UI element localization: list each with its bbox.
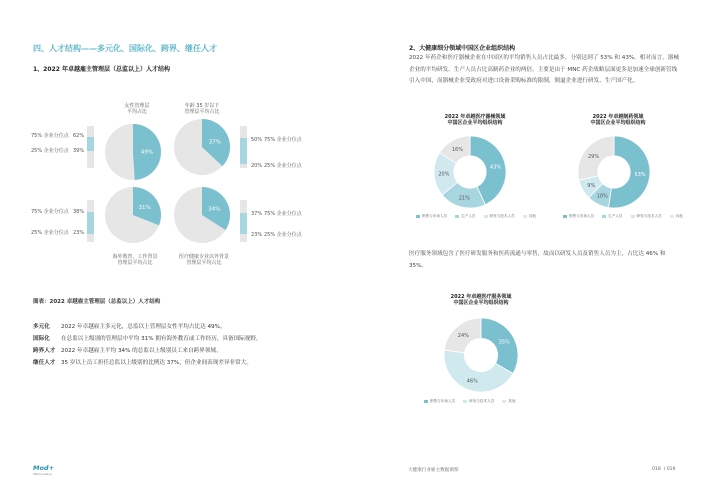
legend-item bbox=[463, 399, 494, 404]
donut-slice-label: 10% bbox=[596, 193, 608, 200]
right-paragraph-2: 医疗服务领域包含了医疗研发服务和医药流通与零售，故而以研发人员及销售人员为主，占比达 46% 和 35%。 bbox=[409, 251, 666, 269]
summary-key: 国际化 bbox=[33, 336, 50, 342]
pie4-label: 医疗健康专业以外背景 管理层平均占比 bbox=[178, 254, 229, 267]
pie2-q75-value: 50% bbox=[251, 137, 263, 143]
chart3-title: 2022 年卓越医疗服务领域 中国区企业平均组织结构 bbox=[450, 294, 512, 307]
logo-subtext: HRConsulting bbox=[33, 471, 52, 476]
pie2-q75-label: 75% 企业分位点 bbox=[264, 137, 302, 143]
chart2-title: 2022 年卓越制药领域 中国区企业平均组织结构 bbox=[590, 114, 646, 127]
pie-percent-label: 37% bbox=[208, 139, 221, 146]
donut-slice bbox=[481, 318, 518, 374]
donut-slice-label: 53% bbox=[634, 172, 646, 179]
pie4-q25-label: 25% 企业分位点 bbox=[264, 232, 302, 238]
pie2-q25-label: 25% 企业分位点 bbox=[264, 163, 302, 169]
legend-swatch bbox=[523, 215, 527, 218]
summary-row-succession bbox=[33, 359, 252, 367]
chart2-legend bbox=[563, 214, 683, 219]
right-subtitle: 2、大健康细分领域中国区企业组织结构 bbox=[409, 45, 516, 52]
legend-label: 生产人员 bbox=[461, 214, 476, 218]
legend-item bbox=[602, 214, 622, 219]
legend-label: 研发与技术人员 bbox=[469, 399, 495, 403]
legend-swatch bbox=[502, 400, 506, 403]
right-paragraph: 2022 年药企和医疗器械企业在中国区的平均销售人员占比最多，分别达到了 53% 和 43%。相对而言，器械企业的平均研发、生产人员占比高制药企业的两倍。主要是由于 MNC 药企战略层面更多是加速全球创新管线引入中国，而器械企业受政府对进口设备采购标准的限制，倒逼企业进行研发、生产国产化。 bbox=[409, 55, 679, 84]
legend-label: 销售与市场人员 bbox=[430, 399, 456, 403]
legend-label: 研发与技术人员 bbox=[636, 214, 662, 218]
legend-swatch bbox=[670, 215, 674, 218]
pie3-label: 海外教育、工作背景 管理层平均占比 bbox=[112, 254, 158, 267]
pie3-chart bbox=[103, 185, 163, 245]
pie4-q75-value: 37% bbox=[251, 211, 263, 217]
pie3-q75-value: 38% bbox=[73, 209, 85, 215]
legend-label: 研发与技术人员 bbox=[489, 214, 515, 218]
legend-item bbox=[523, 214, 536, 219]
page-number: 018 / 019 bbox=[652, 467, 676, 472]
pie3-q75-label: 75% 企业分位点 bbox=[31, 209, 69, 215]
legend-item bbox=[424, 399, 455, 404]
footer-logo bbox=[33, 465, 54, 475]
legend-swatch bbox=[563, 215, 567, 218]
pie3-q25-label: 25% 企业分位点 bbox=[31, 230, 69, 236]
chart3-legend bbox=[424, 399, 516, 404]
donut-slice-label: 16% bbox=[451, 147, 463, 154]
chart1-donut bbox=[428, 134, 512, 210]
summary-row-diversity bbox=[33, 323, 225, 331]
legend-label: 其他 bbox=[528, 214, 536, 218]
legend-item bbox=[416, 214, 447, 219]
chart1-legend bbox=[416, 214, 536, 219]
donut-slice-label: 29% bbox=[587, 153, 600, 160]
legend-item bbox=[484, 214, 515, 219]
pie-percent-label: 49% bbox=[140, 149, 154, 156]
legend-swatch bbox=[416, 215, 420, 218]
legend-swatch bbox=[484, 215, 488, 218]
pie4-chart bbox=[172, 185, 232, 245]
summary-key: 继任人才 bbox=[33, 360, 56, 366]
pie1-q75-value: 62% bbox=[73, 133, 85, 139]
pie2-label: 年龄 35 岁以下 管理层平均占比 bbox=[184, 103, 220, 116]
chart2-donut bbox=[572, 134, 656, 210]
summary-text: 在总监以上级别的管理层中平均 31% 拥有海外教育或工作经历，具备国际视野。 bbox=[61, 336, 262, 342]
legend-label: 其他 bbox=[508, 399, 516, 403]
chart3-donut bbox=[438, 316, 524, 394]
donut-slice-label: 35% bbox=[498, 339, 510, 346]
logo-text: Mod+ bbox=[33, 464, 55, 472]
legend-item bbox=[563, 214, 594, 219]
donut-slice-label: 43% bbox=[489, 164, 502, 171]
pie3-range-bar bbox=[87, 212, 94, 234]
figure-caption: 图表：2022 卓越雇主管理层（总监以上）人才结构 bbox=[33, 299, 161, 305]
pie-percent-label: 31% bbox=[138, 205, 151, 212]
summary-text: 2022 年卓越雇主多元化，总监以上管理层女性平均占比达 49%。 bbox=[61, 324, 226, 330]
pie1-q75-label: 75% 企业分位点 bbox=[31, 133, 69, 139]
legend-swatch bbox=[631, 215, 635, 218]
section-title: 四、人才结构——多元化、国际化、跨界、继任人才 bbox=[33, 44, 217, 53]
pie1-q25-label: 25% 企业分位点 bbox=[31, 148, 69, 154]
summary-key: 跨界人才 bbox=[33, 348, 56, 354]
donut-slice-label: 20% bbox=[438, 171, 450, 178]
pie2-q25-value: 20% bbox=[251, 163, 263, 169]
donut-slice-label: 24% bbox=[457, 332, 469, 339]
legend-swatch bbox=[463, 400, 467, 403]
pie-percent-label: 34% bbox=[208, 206, 221, 213]
summary-row-crossover bbox=[33, 347, 222, 355]
pie4-q25-value: 23% bbox=[251, 232, 263, 238]
summary-key: 多元化 bbox=[33, 324, 50, 330]
footer-title: 大健康行业雇主数据洞察 bbox=[408, 468, 459, 473]
legend-item bbox=[502, 399, 515, 404]
legend-label: 销售与市场人员 bbox=[569, 214, 595, 218]
legend-swatch bbox=[424, 400, 428, 403]
pie1-label: 女性管理层 平均占比 bbox=[124, 103, 150, 116]
legend-item bbox=[631, 214, 662, 219]
left-subtitle: 1、2022 年卓越雇主管理层（总监以上）人才结构 bbox=[33, 66, 170, 73]
pie2-range-bar bbox=[240, 138, 247, 164]
legend-swatch bbox=[455, 215, 459, 218]
pie1-range-bar bbox=[87, 137, 94, 151]
legend-label: 其他 bbox=[675, 214, 683, 218]
legend-swatch bbox=[602, 215, 606, 218]
pie3-q25-value: 23% bbox=[73, 230, 85, 236]
donut-slice-label: 21% bbox=[458, 195, 470, 202]
legend-item bbox=[455, 214, 475, 219]
pie2-chart bbox=[172, 117, 232, 177]
pie1-q25-value: 39% bbox=[73, 148, 85, 154]
legend-item bbox=[670, 214, 683, 219]
summary-row-international bbox=[33, 335, 262, 343]
pie1-chart bbox=[103, 122, 163, 182]
pie4-range-bar bbox=[240, 213, 247, 234]
donut-slice-label: 46% bbox=[466, 378, 478, 385]
donut-slice-label: 9% bbox=[587, 182, 596, 189]
summary-text: 35 岁以上员工担任总监以上级别的比例达 37%，但企业间表现差异非常大。 bbox=[61, 360, 252, 366]
legend-label: 生产人员 bbox=[608, 214, 623, 218]
pie4-q75-label: 75% 企业分位点 bbox=[264, 211, 302, 217]
chart1-title: 2022 年卓越医疗器械领域 中国区企业平均组织结构 bbox=[444, 114, 506, 127]
summary-text: 2022 年卓越雇主平均 34% 的总监以上级别员工来自跨界领域。 bbox=[61, 348, 222, 354]
legend-label: 销售与市场人员 bbox=[422, 214, 448, 218]
